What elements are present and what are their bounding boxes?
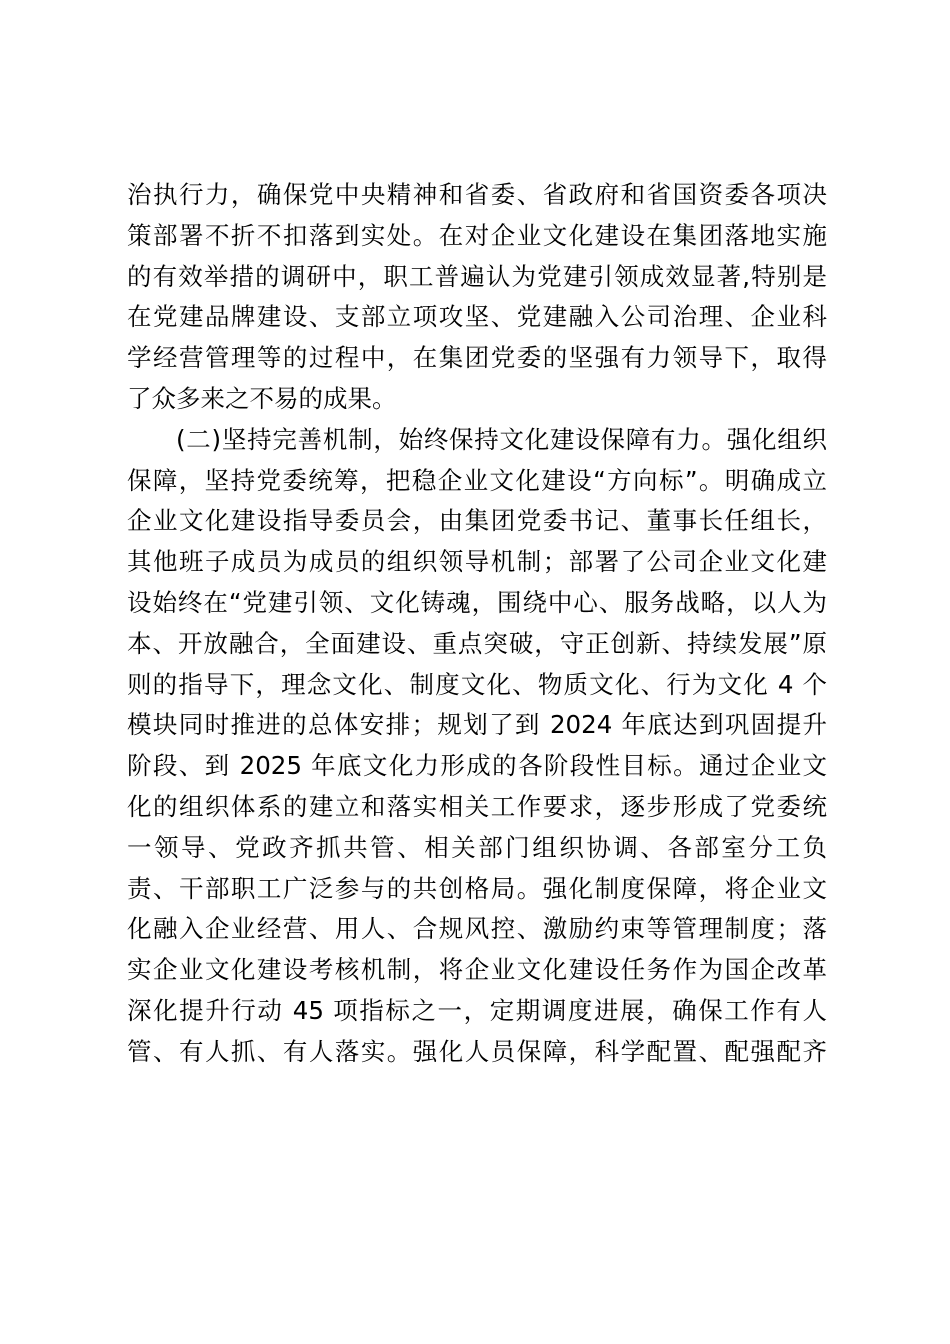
text-line: 策部署不折不扣落到实处。在对企业文化建设在集团落地实施: [127, 220, 827, 250]
text-line: 深化提升行动 45 项指标之一，定期调度进展，确保工作有人: [127, 995, 827, 1025]
text-line: 一领导、党政齐抓共管、相关部门组织协调、各部室分工负: [127, 832, 827, 862]
text-line: (二)坚持完善机制，始终保持文化建设保障有力。强化组织: [176, 424, 827, 454]
text-line: 的有效举措的调研中，职工普遍认为党建引领成效显著,特别是: [127, 261, 827, 291]
text-line: 设始终在“党建引领、文化铸魂，围绕中心、服务战略，以人为: [127, 587, 827, 617]
text-line: 保障，坚持党委统筹，把稳企业文化建设“方向标”。明确成立: [127, 465, 827, 495]
body-text: [127, 175, 827, 1073]
text-line: 在党建品牌建设、支部立项攻坚、党建融入公司治理、企业科: [127, 302, 827, 332]
text-line: 其他班子成员为成员的组织领导机制；部署了公司企业文化建: [127, 547, 827, 577]
text-line: 学经营管理等的过程中，在集团党委的坚强有力领导下，取得: [127, 343, 827, 373]
text-line: 化融入企业经营、用人、合规风控、激励约束等管理制度；落: [127, 914, 827, 944]
text-line: 阶段、到 2025 年底文化力形成的各阶段性目标。通过企业文: [127, 751, 827, 781]
text-line: 模块同时推进的总体安排；规划了到 2024 年底达到巩固提升: [127, 710, 827, 740]
text-line: 了众多来之不易的成果。: [127, 383, 397, 413]
text-line: 本、开放融合，全面建设、重点突破，守正创新、持续发展”原: [127, 628, 827, 658]
text-line: 管、有人抓、有人落实。强化人员保障，科学配置、配强配齐: [127, 1036, 827, 1066]
text-line: 实企业文化建设考核机制，将企业文化建设任务作为国企改革: [127, 955, 827, 985]
text-line: 治执行力，确保党中央精神和省委、省政府和省国资委各项决: [127, 180, 827, 209]
text-line: 则的指导下，理念文化、制度文化、物质文化、行为文化 4 个: [127, 669, 827, 699]
text-line: 企业文化建设指导委员会，由集团党委书记、董事长任组长，: [127, 506, 827, 536]
text-line: 化的组织体系的建立和落实相关工作要求，逐步形成了党委统: [127, 791, 827, 821]
text-line: 责、干部职工广泛参与的共创格局。强化制度保障，将企业文: [127, 873, 827, 903]
